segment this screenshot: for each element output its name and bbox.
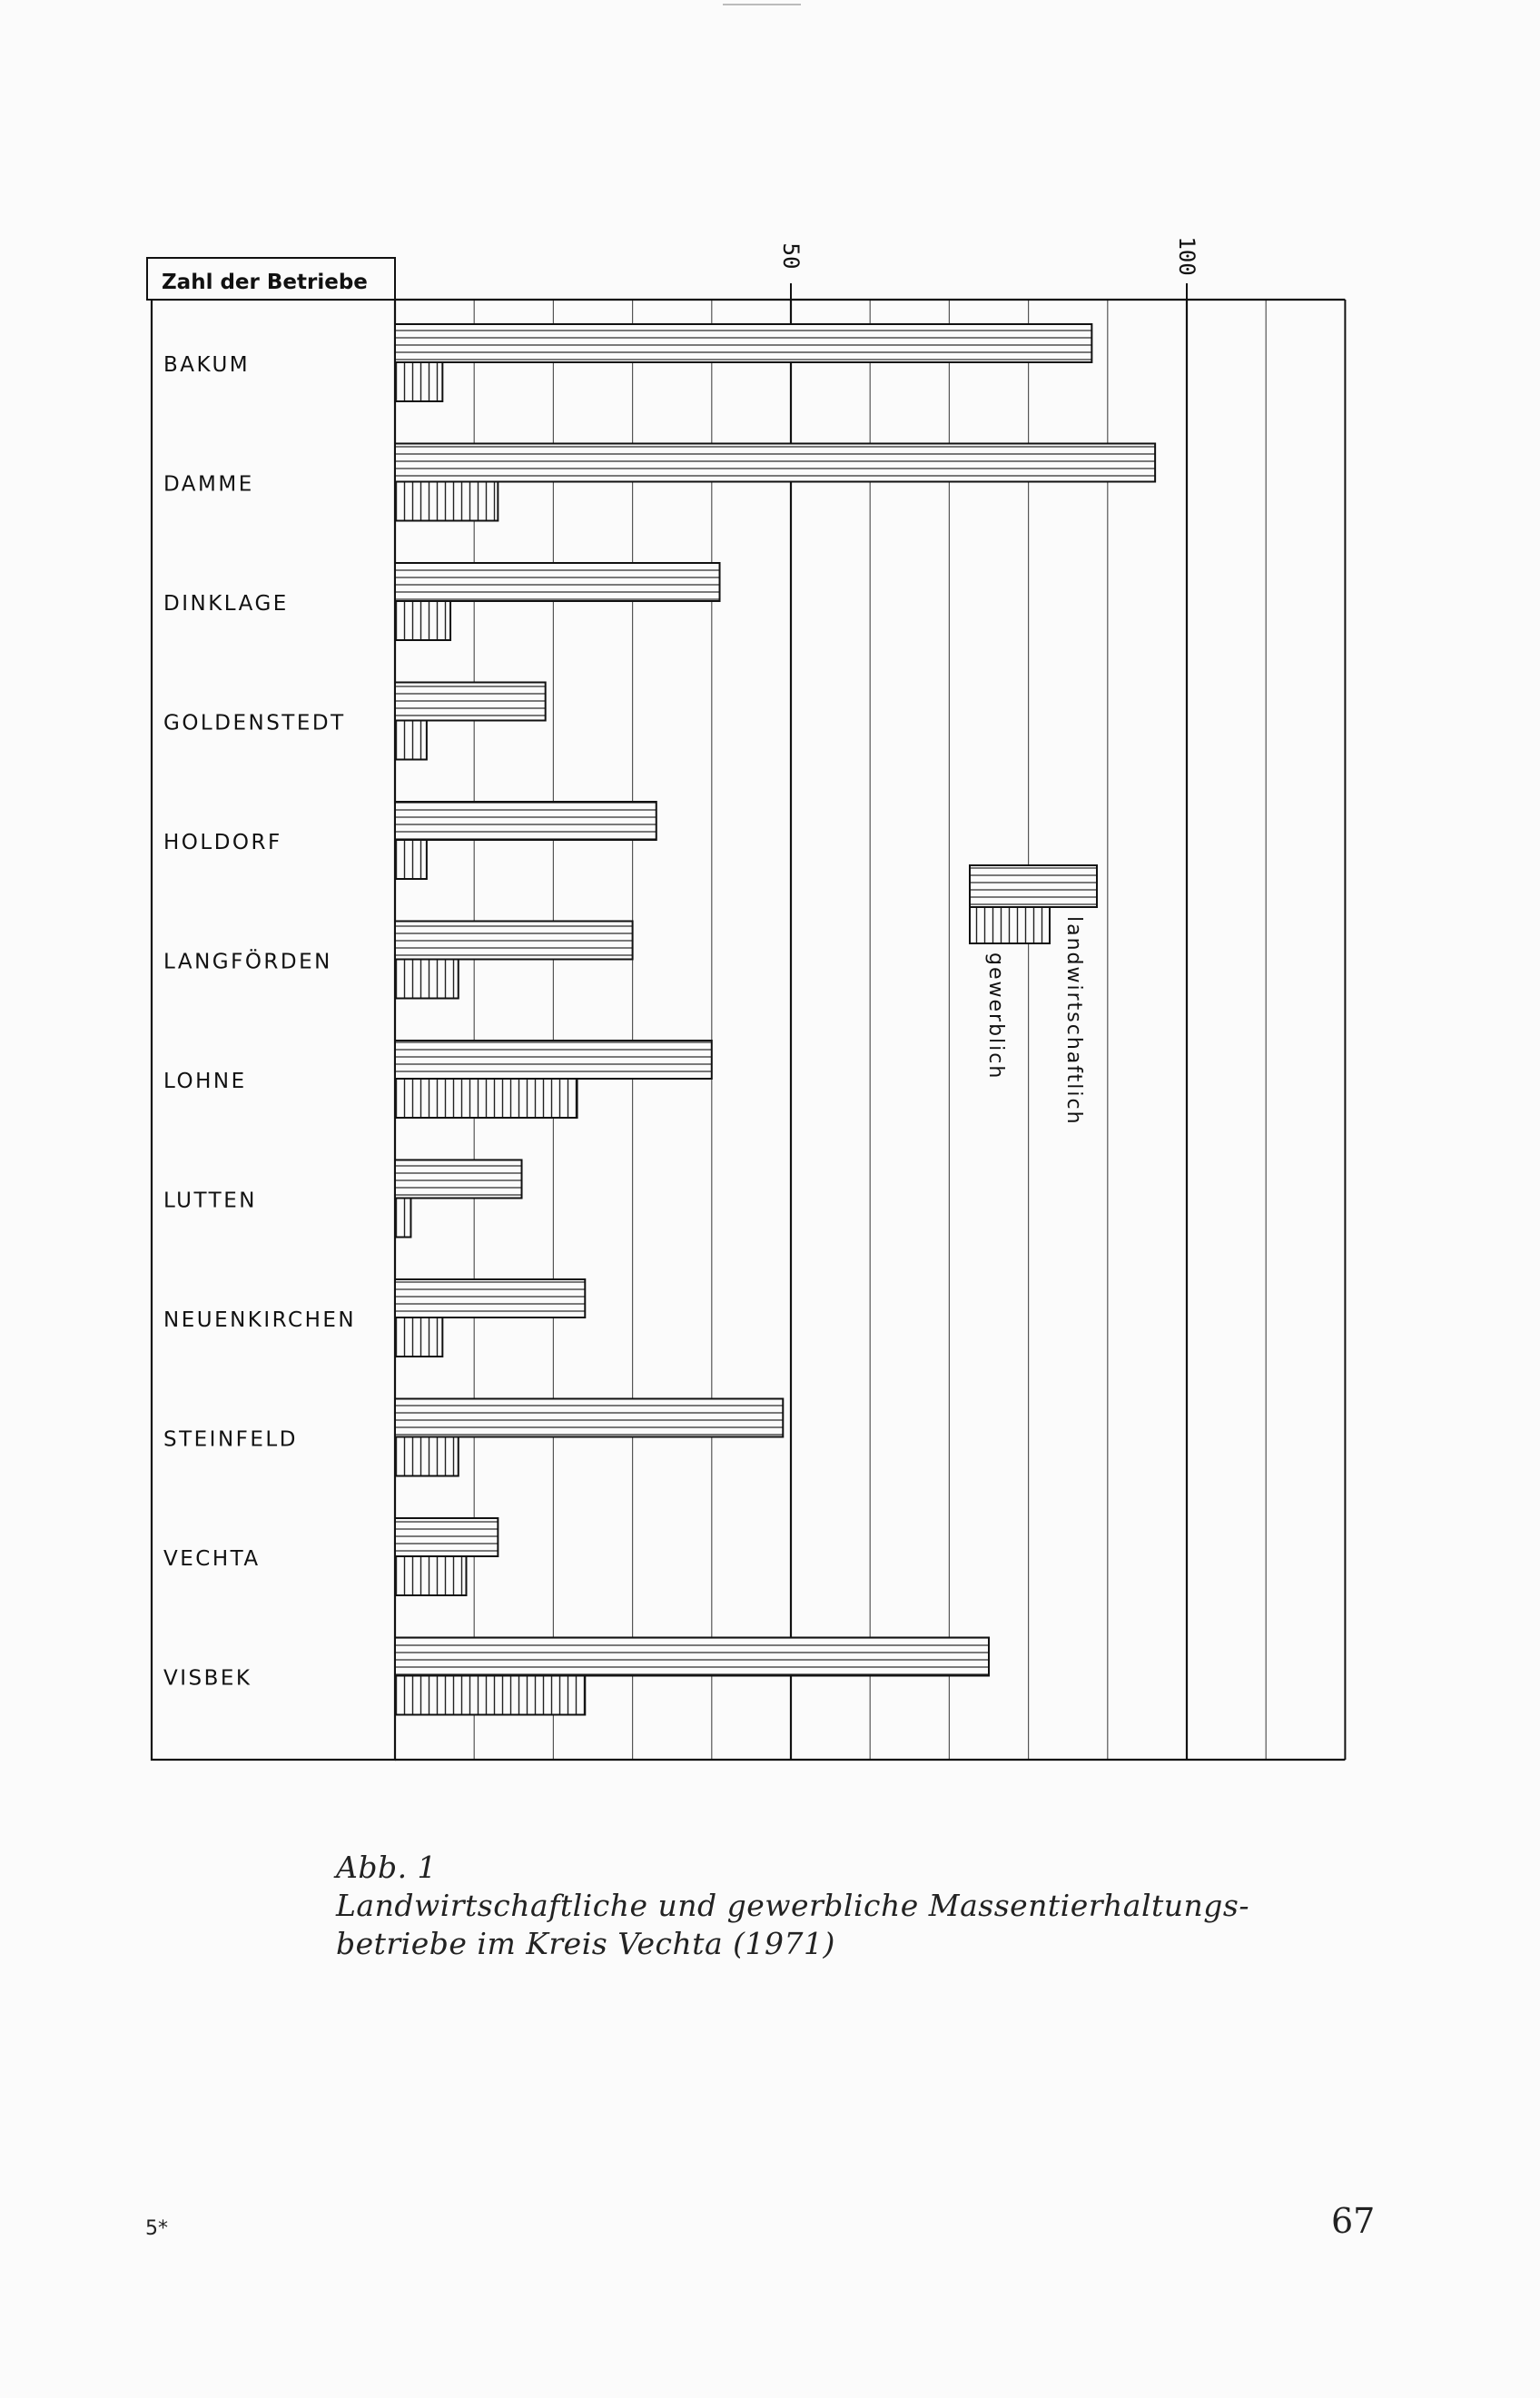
bar-gewerblich-visbek — [395, 1676, 585, 1715]
figure-caption — [336, 1849, 1249, 1963]
bar-gewerblich-bakum — [395, 362, 442, 401]
bar-gewerblich-holdorf — [395, 840, 427, 879]
page-number: 67 — [1331, 2201, 1376, 2241]
bar-gewerblich-langf-rden — [395, 960, 459, 999]
legend-label-landwirtschaftlich: landwirtschaftlich — [1062, 916, 1085, 1126]
bar-gewerblich-lohne — [395, 1079, 578, 1118]
bar-gewerblich-neuenkirchen — [395, 1317, 442, 1357]
chart-frame — [147, 258, 1345, 1760]
bar-landwirtschaftlich-bakum — [395, 324, 1091, 362]
grid-lines — [474, 300, 1266, 1760]
bar-gewerblich-vechta — [395, 1556, 466, 1595]
caption-title-line2: betriebe im Kreis Vechta (1971) — [336, 1926, 835, 1961]
bar-landwirtschaftlich-visbek — [395, 1638, 989, 1676]
label-column-border — [152, 300, 395, 1760]
bar-landwirtschaftlich-damme — [395, 444, 1155, 482]
legend-label-gewerblich: gewerblich — [984, 952, 1007, 1081]
bar-gewerblich-dinklage — [395, 601, 450, 640]
category-label-vechta: VECHTA — [163, 1547, 261, 1571]
category-label-holdorf: HOLDORF — [163, 831, 282, 854]
bar-landwirtschaftlich-langf-rden — [395, 922, 633, 960]
bar-landwirtschaftlich-neuenkirchen — [395, 1279, 585, 1317]
legend-swatch-gewerblich — [970, 907, 1050, 943]
bar-gewerblich-lutten — [395, 1199, 410, 1238]
bar-landwirtschaftlich-goldenstedt — [395, 683, 546, 721]
bar-landwirtschaftlich-lutten — [395, 1160, 522, 1199]
bar-landwirtschaftlich-holdorf — [395, 802, 656, 840]
bar-landwirtschaftlich-dinklage — [395, 563, 720, 601]
category-label-dinklage: DINKLAGE — [163, 592, 289, 616]
category-label-damme: DAMME — [163, 472, 254, 497]
category-label-lutten: LUTTEN — [163, 1189, 257, 1213]
tick-labels — [778, 236, 1199, 300]
category-labels — [163, 353, 356, 1691]
caption-figure-number: Abb. 1 — [336, 1850, 438, 1885]
bar-gewerblich-goldenstedt — [395, 721, 427, 760]
legend-swatch-landwirtschaftlich — [970, 865, 1097, 907]
caption-title-line1: Landwirtschaftliche und gewerbliche Massentierhaltungs- — [336, 1888, 1249, 1923]
footer-signature-mark: 5* — [145, 2217, 168, 2240]
category-label-steinfeld: STEINFELD — [163, 1427, 298, 1452]
category-label-neuenkirchen: NEUENKIRCHEN — [163, 1308, 357, 1332]
bar-gewerblich-damme — [395, 482, 498, 521]
category-label-lohne: LOHNE — [163, 1070, 247, 1093]
category-label-bakum: BAKUM — [163, 353, 251, 377]
category-label-visbek: VISBEK — [163, 1666, 252, 1691]
category-label-langf-rden: LANGFÖRDEN — [163, 950, 332, 974]
bar-landwirtschaftlich-steinfeld — [395, 1399, 783, 1437]
legend — [970, 865, 1097, 1126]
tick-label-100: 100 — [1174, 236, 1199, 276]
tick-label-50: 50 — [778, 242, 804, 270]
bar-landwirtschaftlich-vechta — [395, 1518, 498, 1556]
bar-gewerblich-steinfeld — [395, 1437, 459, 1476]
category-label-goldenstedt: GOLDENSTEDT — [163, 711, 346, 735]
header-label: Zahl der Betriebe — [162, 271, 368, 294]
bars — [395, 324, 1155, 1715]
bar-landwirtschaftlich-lohne — [395, 1041, 712, 1079]
